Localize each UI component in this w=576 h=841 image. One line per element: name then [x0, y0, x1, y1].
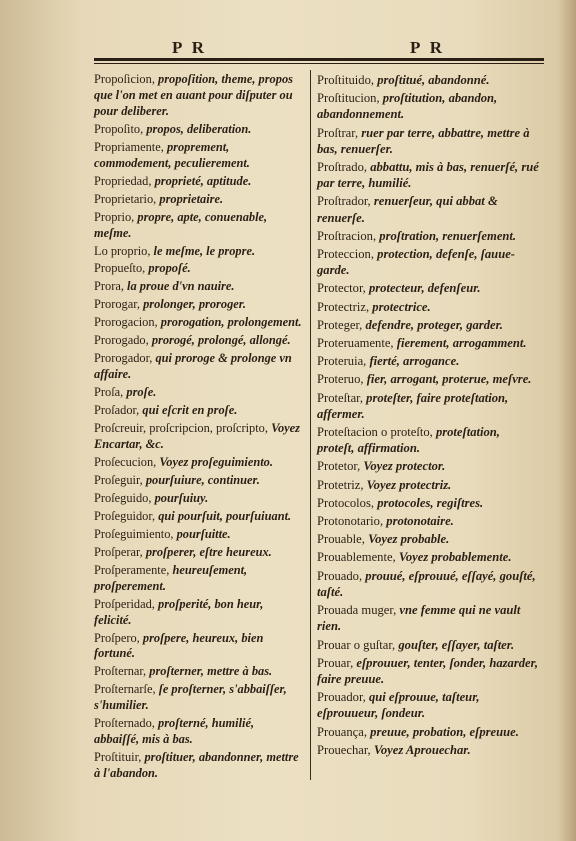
- entry-translation: proteſtation, proteſt, affirmation.: [317, 425, 500, 456]
- entry-translation: Voyez probable.: [368, 532, 450, 547]
- dictionary-entry: [317, 299, 539, 315]
- dictionary-entry: [94, 72, 302, 120]
- dictionary-entry: [94, 455, 302, 471]
- dictionary-entry: [317, 159, 539, 191]
- entry-translation: eſprouuer, tenter, ſonder, hazarder, faire preuue.: [317, 655, 538, 686]
- entry-headword: Proſtrado,: [317, 160, 368, 175]
- entry-translation: prolonger, proroger.: [143, 297, 247, 312]
- entry-translation: proſtitué, abandonné.: [377, 73, 490, 87]
- entry-headword: Prouar o guſtar,: [317, 637, 396, 652]
- dictionary-entry: [94, 491, 302, 507]
- dictionary-entry: [94, 545, 302, 561]
- entry-translation: qui proroge & prolonge vn affaire.: [94, 351, 292, 382]
- entry-translation: heureuſement, proſperement.: [94, 562, 248, 593]
- entry-headword: Prorogador,: [94, 351, 153, 366]
- entry-translation: proſtituer, abandonner, mettre à l'abandon.: [94, 750, 299, 781]
- entry-translation: qui pourſuit, pourſuiuant.: [158, 508, 292, 523]
- entry-headword: Propriedad,: [94, 173, 152, 188]
- dictionary-entry: [94, 563, 302, 595]
- entry-translation: proſtration, renuerſement.: [379, 228, 517, 243]
- dictionary-entry: [317, 724, 539, 740]
- entry-translation: proſe.: [126, 385, 157, 400]
- entry-translation: Voyez probablemente.: [398, 550, 512, 565]
- entry-headword: Proſternar,: [94, 664, 147, 679]
- entry-headword: Proſpero,: [94, 630, 140, 645]
- dictionary-entry: [94, 509, 302, 525]
- entry-headword: Proſtitucion,: [317, 91, 380, 106]
- dictionary-entry: [317, 495, 539, 511]
- entry-translation: proteſter, faire proteſtation, affermer.: [317, 390, 509, 421]
- dictionary-entry: [317, 125, 539, 157]
- dictionary-entry: [317, 353, 539, 369]
- entry-headword: Protetriz,: [317, 477, 364, 492]
- entry-translation: proprieté, aptitude.: [154, 173, 252, 188]
- entry-translation: propos, deliberation.: [146, 121, 252, 136]
- entry-translation: proſperité, bon heur, felicité.: [94, 596, 264, 627]
- dictionary-entry: [317, 72, 539, 88]
- dictionary-entry: [94, 122, 302, 138]
- entry-headword: Prora,: [94, 279, 124, 294]
- dictionary-entry: [317, 90, 539, 122]
- dictionary-entry: [94, 315, 302, 331]
- right-column: [317, 72, 539, 760]
- dictionary-entry: [94, 192, 302, 208]
- header-rule: [94, 58, 544, 61]
- entry-headword: Prouado,: [317, 568, 363, 583]
- dictionary-entry: [317, 228, 539, 244]
- dictionary-entry: [317, 549, 539, 565]
- entry-headword: Prouablemente,: [317, 550, 396, 565]
- entry-translation: prorogation, prolongement.: [160, 315, 302, 330]
- entry-translation: propoſition, theme, propos que l'on met en auant pour diſputer ou pour deliberer.: [94, 72, 293, 118]
- dictionary-entry: [94, 403, 302, 419]
- entry-headword: Proteruo,: [317, 372, 364, 387]
- dictionary-entry: [317, 246, 539, 278]
- entry-headword: Proteccion,: [317, 247, 375, 262]
- dictionary-entry: [317, 637, 539, 653]
- dictionary-entry: [94, 473, 302, 489]
- entry-translation: proſterner, mettre à bas.: [149, 664, 273, 679]
- entry-headword: Proſtituido,: [317, 73, 375, 87]
- entry-translation: fier, arrogant, proterue, meſvre.: [366, 372, 532, 387]
- dictionary-entry: [94, 750, 302, 782]
- dictionary-entry: [94, 261, 302, 277]
- entry-headword: Prouança,: [317, 724, 368, 739]
- header-rule-thin: [94, 63, 544, 64]
- entry-headword: Proteruamente,: [317, 336, 394, 351]
- entry-headword: Proſperar,: [94, 544, 143, 559]
- entry-translation: Voyez protectriz.: [366, 477, 452, 492]
- entry-headword: Lo proprio,: [94, 243, 151, 258]
- dictionary-entry: [94, 174, 302, 190]
- entry-headword: Prouada muger,: [317, 603, 397, 618]
- entry-translation: proſterné, humilié, abbaiſſé, mis à bas.: [94, 716, 255, 747]
- entry-headword: Proſeguimiento,: [94, 526, 174, 541]
- dictionary-entry: [317, 568, 539, 600]
- entry-headword: Prouador,: [317, 690, 366, 705]
- entry-translation: pourſuiuy.: [154, 490, 209, 505]
- entry-translation: pourſuitte.: [176, 526, 231, 541]
- dictionary-entry: [317, 193, 539, 225]
- entry-translation: preuue, probation, eſpreuue.: [370, 724, 519, 739]
- dictionary-entry: [317, 742, 539, 758]
- entry-headword: Propriamente,: [94, 139, 164, 154]
- entry-headword: Prouable,: [317, 532, 365, 547]
- entry-headword: Propueſto,: [94, 261, 146, 276]
- dictionary-entry: [317, 477, 539, 493]
- entry-translation: defendre, proteger, garder.: [365, 317, 503, 332]
- entry-headword: Propoſito,: [94, 121, 144, 136]
- dictionary-entry: [317, 335, 539, 351]
- dictionary-entry: [94, 279, 302, 295]
- dictionary-entry: [317, 458, 539, 474]
- dictionary-entry: [94, 527, 302, 543]
- entry-headword: Proſeguido,: [94, 490, 152, 505]
- entry-headword: Proteſtacion o proteſto,: [317, 425, 433, 440]
- dictionary-entry: [317, 280, 539, 296]
- dictionary-entry: [94, 244, 302, 260]
- dictionary-entry: [94, 664, 302, 680]
- entry-headword: Protetor,: [317, 459, 361, 474]
- column-divider: [310, 70, 311, 780]
- entry-translation: propoſé.: [148, 261, 191, 276]
- dictionary-entry: [94, 351, 302, 383]
- entry-translation: fierement, arrogamment.: [396, 336, 527, 351]
- running-header-left: P R: [172, 38, 207, 57]
- entry-translation: ruer par terre, abbattre, mettre à bas, renuerſer.: [317, 125, 530, 156]
- entry-headword: Prouechar,: [317, 742, 371, 757]
- entry-translation: le meſme, le propre.: [153, 243, 256, 258]
- dictionary-entry: [317, 390, 539, 422]
- entry-translation: protecteur, defenſeur.: [368, 281, 481, 296]
- entry-translation: prorogé, prolongé, allongé.: [151, 333, 291, 348]
- dictionary-entry: [94, 210, 302, 242]
- dictionary-entry: [94, 385, 302, 401]
- entry-headword: Protector,: [317, 281, 366, 296]
- entry-translation: gouſter, eſſayer, taſter.: [398, 637, 515, 652]
- dictionary-entry: [317, 531, 539, 547]
- entry-translation: la proue d'vn nauire.: [127, 279, 235, 294]
- entry-headword: Prorogar,: [94, 297, 140, 312]
- dictionary-entry: [94, 682, 302, 714]
- entry-translation: prouué, eſprouué, eſſayé, gouſté, taſté.: [317, 568, 536, 599]
- entry-headword: Proſperamente,: [94, 562, 170, 577]
- entry-translation: Voyez protector.: [363, 459, 446, 474]
- entry-translation: protocoles, regiſtres.: [377, 495, 484, 510]
- entry-headword: Proſtituir,: [94, 750, 142, 765]
- entry-translation: Voyez Aprouechar.: [373, 742, 471, 757]
- dictionary-entry: [317, 513, 539, 529]
- entry-headword: Protocolos,: [317, 495, 375, 510]
- entry-headword: Proſternado,: [94, 716, 155, 731]
- left-column: [94, 72, 302, 784]
- dictionary-entry: [317, 424, 539, 456]
- entry-headword: Prorogado,: [94, 333, 149, 348]
- entry-translation: proſpere, heureux, bien fortuné.: [94, 630, 264, 661]
- entry-translation: Voyez Encartar, &c.: [94, 421, 300, 452]
- dictionary-entry: [94, 716, 302, 748]
- entry-translation: Voyez proſeguimiento.: [159, 454, 273, 469]
- entry-translation: vne femme qui ne vault rien.: [317, 603, 521, 634]
- entry-headword: Protonotario,: [317, 514, 384, 529]
- entry-headword: Protectriz,: [317, 299, 370, 314]
- dictionary-entry: [94, 631, 302, 663]
- entry-headword: Proprio,: [94, 209, 135, 224]
- dictionary-entry: [94, 597, 302, 629]
- dictionary-entry: [317, 371, 539, 387]
- dictionary-entry: [94, 297, 302, 313]
- dictionary-entry: [94, 421, 302, 453]
- entry-headword: Proſcreuir, proſcripcion, proſcripto,: [94, 421, 268, 436]
- entry-translation: qui eſprouue, taſteur, eſprouueur, ſondeur.: [317, 690, 480, 721]
- dictionary-entry: [317, 317, 539, 333]
- entry-headword: Proſeguir,: [94, 472, 143, 487]
- entry-headword: Proſperidad,: [94, 596, 155, 611]
- entry-translation: proſperer, eſtre heureux.: [145, 544, 272, 559]
- dictionary-entry: [94, 333, 302, 349]
- entry-headword: Prorogacion,: [94, 315, 158, 330]
- entry-headword: Proſternarſe,: [94, 682, 156, 697]
- entry-headword: Proſtracion,: [317, 228, 377, 243]
- entry-translation: qui eſcrit en proſe.: [142, 403, 238, 418]
- entry-translation: propre, apte, conuenable, meſme.: [94, 209, 268, 240]
- entry-headword: Proſa,: [94, 385, 124, 400]
- entry-translation: abbattu, mis à bas, renuerſé, rué par terre, humilié.: [317, 160, 539, 191]
- entry-translation: renuerſeur, qui abbat & renuerſe.: [317, 194, 498, 225]
- entry-headword: Proſeguidor,: [94, 508, 156, 523]
- entry-translation: pourſuiure, continuer.: [145, 472, 260, 487]
- entry-translation: protectrice.: [372, 299, 431, 314]
- entry-headword: Proteger,: [317, 317, 363, 332]
- entry-headword: Proteſtar,: [317, 390, 364, 405]
- entry-headword: Proſtrar,: [317, 125, 359, 140]
- dictionary-entry: [317, 655, 539, 687]
- entry-headword: Propoſicion,: [94, 72, 155, 86]
- entry-translation: proſtitution, abandon, abandonnement.: [317, 91, 498, 122]
- entry-translation: protonotaire.: [386, 514, 454, 529]
- entry-translation: proprement, commodement, peculierement.: [94, 139, 250, 170]
- entry-headword: Proſador,: [94, 403, 140, 418]
- running-header-right: P R: [410, 38, 445, 57]
- entry-translation: proprietaire.: [159, 191, 224, 206]
- entry-translation: protection, defenſe, ſauue-garde.: [317, 247, 515, 278]
- entry-headword: Proprietario,: [94, 191, 157, 206]
- entry-headword: Proteruia,: [317, 354, 367, 369]
- dictionary-entry: [317, 602, 539, 634]
- dictionary-entry: [317, 689, 539, 721]
- entry-headword: Proſtrador,: [317, 194, 371, 209]
- entry-headword: Prouar,: [317, 655, 354, 670]
- entry-translation: fierté, arrogance.: [369, 354, 460, 369]
- entry-headword: Proſecucion,: [94, 454, 157, 469]
- dictionary-entry: [94, 140, 302, 172]
- entry-translation: ſe proſterner, s'abbaiſſer, s'humilier.: [94, 682, 287, 713]
